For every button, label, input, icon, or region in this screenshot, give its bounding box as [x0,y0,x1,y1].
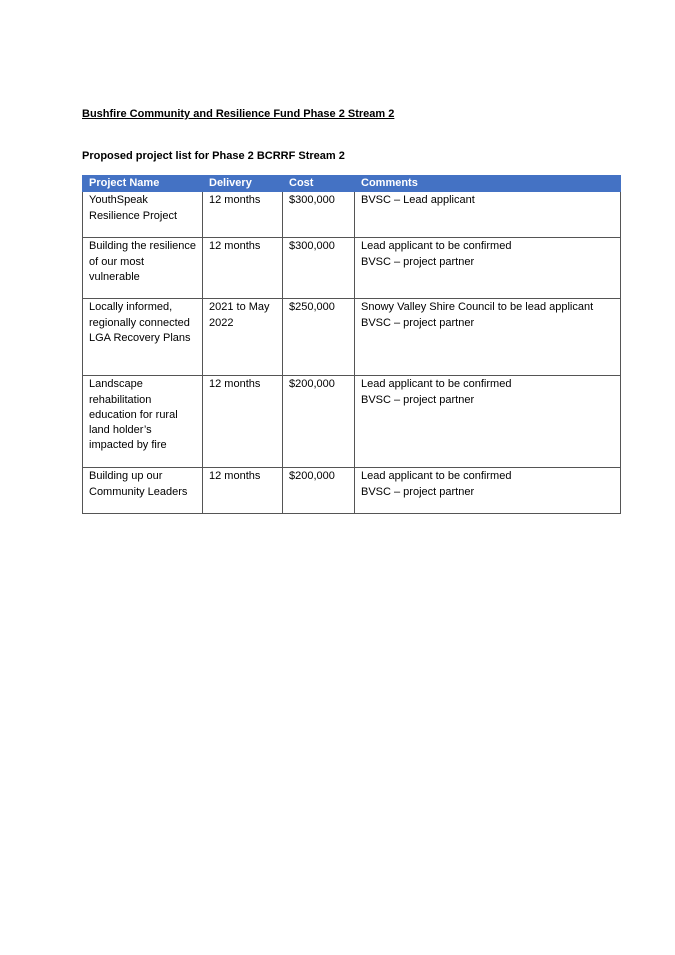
cost-cell: $200,000 [283,376,355,468]
delivery-cell: 12 months [203,376,283,468]
delivery-cell: 12 months [203,238,283,299]
delivery-cell: 12 months [203,192,283,238]
comment-line: BVSC – project partner [361,485,475,498]
column-header-cost: Cost [283,176,355,192]
comment-line: BVSC – Lead applicant [361,194,475,207]
table-row [83,468,621,514]
project-name-cell: Building the resilience of our most vulnerable [83,238,203,299]
comment-line: BVSC – project partner [361,393,475,406]
delivery-cell: 2021 to May 2022 [203,299,283,376]
column-header-project-name: Project Name [83,176,203,192]
comments-cell [355,299,621,376]
table-row [83,299,621,376]
table-header-row [83,176,621,192]
document-title: Bushfire Community and Resilience Fund Phase 2 Stream 2 [82,108,395,120]
column-header-comments: Comments [355,176,621,192]
project-table [82,175,621,514]
comment-line: Lead applicant to be confirmed [361,378,512,391]
comment-line: Lead applicant to be confirmed [361,240,512,253]
comments-cell [355,238,621,299]
table-caption: Proposed project list for Phase 2 BCRRF Stream 2 [82,150,345,162]
cost-cell: $300,000 [283,238,355,299]
cost-cell: $200,000 [283,468,355,514]
table-row [83,192,621,238]
comments-cell [355,192,621,238]
project-name-cell: Landscape rehabilitation education for rural land holder’s impacted by fire [83,376,203,468]
comment-line: Snowy Valley Shire Council to be lead applicant [361,301,594,314]
table-row [83,238,621,299]
cost-cell: $300,000 [283,192,355,238]
comments-cell [355,468,621,514]
table-row [83,376,621,468]
cost-cell: $250,000 [283,299,355,376]
project-name-cell: Building up our Community Leaders [83,468,203,514]
comment-line: BVSC – project partner [361,255,475,268]
project-name-cell: YouthSpeak Resilience Project [83,192,203,238]
column-header-delivery: Delivery [203,176,283,192]
project-name-cell: Locally informed, regionally connected LGA Recovery Plans [83,299,203,376]
comment-line: Lead applicant to be confirmed [361,470,512,483]
delivery-cell: 12 months [203,468,283,514]
comments-cell [355,376,621,468]
comment-line: BVSC – project partner [361,316,475,329]
